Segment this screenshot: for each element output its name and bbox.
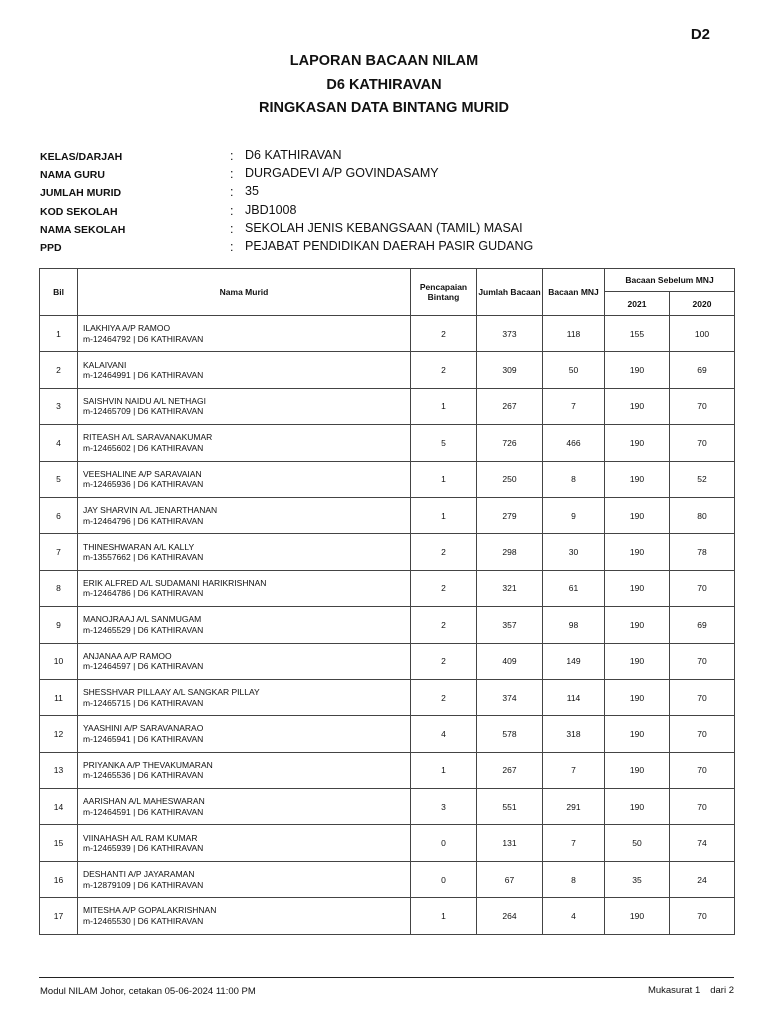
cell-year-2020: 70 bbox=[670, 679, 735, 715]
cell-bacaan-mnj: 7 bbox=[543, 388, 605, 424]
table-row bbox=[40, 461, 735, 497]
student-name: KALAIVANI bbox=[83, 359, 127, 370]
cell-year-2021: 190 bbox=[605, 643, 670, 679]
student-id-class: m-12465602 | D6 KATHIRAVAN bbox=[83, 442, 204, 453]
student-id-class: m-12465715 | D6 KATHIRAVAN bbox=[83, 697, 204, 708]
table-row bbox=[40, 679, 735, 715]
cell-jumlah-bacaan: 279 bbox=[477, 497, 543, 533]
cell-bacaan-mnj: 291 bbox=[543, 789, 605, 825]
cell-year-2020: 78 bbox=[670, 534, 735, 570]
info-value: 35 bbox=[245, 184, 259, 199]
cell-pencapaian-bintang: 0 bbox=[411, 825, 477, 861]
table-row bbox=[40, 861, 735, 897]
student-name: MITESHA A/P GOPALAKRISHNAN bbox=[83, 905, 217, 916]
cell-bil: 9 bbox=[40, 607, 78, 643]
student-id-class: m-12464796 | D6 KATHIRAVAN bbox=[83, 515, 204, 526]
info-value: JBD1008 bbox=[245, 202, 297, 217]
cell-nama-murid bbox=[78, 898, 411, 934]
cell-pencapaian-bintang: 1 bbox=[411, 497, 477, 533]
student-name: SAISHVIN NAIDU A/L NETHAGI bbox=[83, 395, 206, 406]
cell-pencapaian-bintang: 2 bbox=[411, 316, 477, 352]
header-jumlah-bacaan: Jumlah Bacaan bbox=[477, 269, 543, 316]
header-bacaan-sebelum-mnj: Bacaan Sebelum MNJ bbox=[605, 269, 735, 292]
student-id-class: m-12464591 | D6 KATHIRAVAN bbox=[83, 806, 204, 817]
cell-bacaan-mnj: 30 bbox=[543, 534, 605, 570]
cell-bil: 13 bbox=[40, 752, 78, 788]
cell-pencapaian-bintang: 2 bbox=[411, 679, 477, 715]
cell-bacaan-mnj: 61 bbox=[543, 570, 605, 606]
info-label: KELAS/DARJAH bbox=[40, 151, 123, 163]
cell-bacaan-mnj: 8 bbox=[543, 461, 605, 497]
cell-bacaan-mnj: 466 bbox=[543, 425, 605, 461]
info-row-ppd bbox=[40, 239, 730, 257]
cell-bacaan-mnj: 7 bbox=[543, 825, 605, 861]
info-label: NAMA SEKOLAH bbox=[40, 223, 126, 236]
table-row bbox=[40, 607, 735, 643]
student-name: YAASHINI A/P SARAVANARAO bbox=[83, 723, 204, 734]
cell-bil: 8 bbox=[40, 570, 78, 606]
cell-jumlah-bacaan: 321 bbox=[477, 570, 543, 606]
cell-year-2021: 35 bbox=[605, 861, 670, 897]
page-total: dari 2 bbox=[710, 985, 734, 996]
cell-year-2021: 190 bbox=[605, 898, 670, 934]
table-row bbox=[40, 789, 735, 825]
cell-year-2020: 24 bbox=[670, 861, 735, 897]
info-separator: : bbox=[230, 239, 234, 254]
cell-jumlah-bacaan: 131 bbox=[477, 825, 543, 861]
cell-bacaan-mnj: 114 bbox=[543, 679, 605, 715]
student-name: MANOJRAAJ A/L SANMUGAM bbox=[83, 614, 202, 625]
cell-year-2020: 70 bbox=[670, 388, 735, 424]
student-id-class: m-12879109 | D6 KATHIRAVAN bbox=[83, 879, 204, 890]
cell-bacaan-mnj: 318 bbox=[543, 716, 605, 752]
cell-nama-murid bbox=[78, 716, 411, 752]
info-row-jumlah-murid bbox=[40, 184, 730, 202]
student-star-table bbox=[39, 268, 735, 935]
cell-pencapaian-bintang: 2 bbox=[411, 643, 477, 679]
student-id-class: m-12464786 | D6 KATHIRAVAN bbox=[83, 588, 204, 599]
table-row bbox=[40, 352, 735, 388]
footer-pagination bbox=[648, 985, 734, 996]
cell-bil: 7 bbox=[40, 534, 78, 570]
student-name: AARISHAN A/L MAHESWARAN bbox=[83, 796, 205, 807]
cell-bil: 10 bbox=[40, 643, 78, 679]
cell-bil: 2 bbox=[40, 352, 78, 388]
cell-year-2020: 70 bbox=[670, 716, 735, 752]
info-label: PPD bbox=[40, 241, 62, 254]
cell-year-2021: 190 bbox=[605, 752, 670, 788]
info-label: KOD SEKOLAH bbox=[40, 205, 118, 218]
cell-nama-murid bbox=[78, 752, 411, 788]
cell-year-2021: 190 bbox=[605, 425, 670, 461]
student-id-class: m-12465530 | D6 KATHIRAVAN bbox=[83, 915, 204, 926]
cell-bil: 1 bbox=[40, 316, 78, 352]
cell-year-2021: 50 bbox=[605, 825, 670, 861]
table-row bbox=[40, 825, 735, 861]
cell-bil: 15 bbox=[40, 825, 78, 861]
page-number: Mukasurat 1 bbox=[647, 985, 701, 996]
cell-year-2021: 190 bbox=[605, 497, 670, 533]
cell-year-2021: 190 bbox=[605, 716, 670, 752]
cell-jumlah-bacaan: 374 bbox=[477, 679, 543, 715]
header-bacaan-mnj: Bacaan MNJ bbox=[543, 269, 605, 316]
info-label: JUMLAH MURID bbox=[40, 187, 122, 200]
table-row bbox=[40, 316, 735, 352]
student-name: ILAKHIYA A/P RAMOO bbox=[83, 323, 171, 334]
cell-year-2020: 70 bbox=[670, 643, 735, 679]
cell-nama-murid bbox=[78, 316, 411, 352]
cell-year-2020: 70 bbox=[670, 752, 735, 788]
table-row bbox=[40, 534, 735, 570]
cell-jumlah-bacaan: 409 bbox=[477, 643, 543, 679]
student-name: RITEASH A/L SARAVANAKUMAR bbox=[83, 432, 213, 443]
info-separator: : bbox=[230, 203, 234, 218]
info-separator: : bbox=[230, 149, 234, 163]
cell-bacaan-mnj: 50 bbox=[543, 352, 605, 388]
cell-bacaan-mnj: 149 bbox=[543, 643, 605, 679]
cell-nama-murid bbox=[78, 497, 411, 533]
cell-bil: 5 bbox=[40, 461, 78, 497]
info-value: PEJABAT PENDIDIKAN DAERAH PASIR GUDANG bbox=[245, 238, 534, 253]
cell-bacaan-mnj: 98 bbox=[543, 607, 605, 643]
cell-bil: 4 bbox=[40, 425, 78, 461]
cell-jumlah-bacaan: 67 bbox=[477, 861, 543, 897]
info-separator: : bbox=[230, 185, 234, 200]
cell-pencapaian-bintang: 3 bbox=[411, 789, 477, 825]
cell-jumlah-bacaan: 264 bbox=[477, 898, 543, 934]
cell-nama-murid bbox=[78, 388, 411, 424]
class-title: D6 KATHIRAVAN bbox=[326, 76, 442, 93]
cell-year-2020: 80 bbox=[670, 497, 735, 533]
cell-nama-murid bbox=[78, 789, 411, 825]
cell-nama-murid bbox=[78, 461, 411, 497]
cell-year-2020: 69 bbox=[670, 352, 735, 388]
cell-pencapaian-bintang: 2 bbox=[411, 607, 477, 643]
info-row-nama-sekolah bbox=[40, 221, 730, 239]
cell-year-2021: 190 bbox=[605, 607, 670, 643]
cell-nama-murid bbox=[78, 570, 411, 606]
cell-nama-murid bbox=[78, 825, 411, 861]
cell-pencapaian-bintang: 1 bbox=[411, 898, 477, 934]
student-name: VIINAHASH A/L RAM KUMAR bbox=[83, 832, 198, 843]
cell-jumlah-bacaan: 373 bbox=[477, 316, 543, 352]
student-id-class: m-12465709 | D6 KATHIRAVAN bbox=[83, 406, 204, 417]
student-id-class: m-12465936 | D6 KATHIRAVAN bbox=[83, 479, 204, 490]
cell-pencapaian-bintang: 5 bbox=[411, 425, 477, 461]
cell-pencapaian-bintang: 1 bbox=[411, 388, 477, 424]
info-row-kelas bbox=[40, 148, 730, 166]
footer-print-info: Modul NILAM Johor, cetakan 05-06-2024 11:00 PM bbox=[40, 986, 256, 997]
cell-year-2021: 190 bbox=[605, 534, 670, 570]
cell-jumlah-bacaan: 267 bbox=[477, 752, 543, 788]
cell-bil: 16 bbox=[40, 861, 78, 897]
cell-bacaan-mnj: 118 bbox=[543, 316, 605, 352]
student-id-class: m-12465529 | D6 KATHIRAVAN bbox=[83, 624, 204, 635]
cell-pencapaian-bintang: 4 bbox=[411, 716, 477, 752]
student-name: ERIK ALFRED A/L SUDAMANI HARIKRISHNAN bbox=[83, 577, 267, 588]
info-value: D6 KATHIRAVAN bbox=[245, 148, 342, 162]
cell-jumlah-bacaan: 726 bbox=[477, 425, 543, 461]
student-name: ANJANAA A/P RAMOO bbox=[83, 650, 172, 661]
cell-year-2020: 70 bbox=[670, 898, 735, 934]
info-separator: : bbox=[230, 167, 234, 182]
table-row bbox=[40, 716, 735, 752]
table-row bbox=[40, 425, 735, 461]
cell-year-2020: 70 bbox=[670, 789, 735, 825]
cell-nama-murid bbox=[78, 607, 411, 643]
cell-bacaan-mnj: 9 bbox=[543, 497, 605, 533]
header-pencapaian-bintang: Pencapaian Bintang bbox=[411, 269, 477, 316]
cell-bil: 14 bbox=[40, 789, 78, 825]
info-row-guru bbox=[40, 166, 730, 184]
cell-year-2021: 190 bbox=[605, 388, 670, 424]
cell-year-2020: 74 bbox=[670, 825, 735, 861]
cell-year-2021: 190 bbox=[605, 679, 670, 715]
student-id-class: m-12464991 | D6 KATHIRAVAN bbox=[83, 370, 204, 381]
cell-jumlah-bacaan: 357 bbox=[477, 607, 543, 643]
table-row bbox=[40, 752, 735, 788]
cell-nama-murid bbox=[78, 534, 411, 570]
student-id-class: m-12464792 | D6 KATHIRAVAN bbox=[83, 333, 204, 344]
cell-year-2020: 69 bbox=[670, 607, 735, 643]
report-titles bbox=[0, 50, 768, 121]
cell-jumlah-bacaan: 267 bbox=[477, 388, 543, 424]
table-row bbox=[40, 643, 735, 679]
student-name: JAY SHARVIN A/L JENARTHANAN bbox=[83, 505, 218, 516]
cell-bacaan-mnj: 7 bbox=[543, 752, 605, 788]
footer-divider bbox=[39, 977, 734, 978]
cell-pencapaian-bintang: 1 bbox=[411, 461, 477, 497]
student-name: DESHANTI A/P JAYARAMAN bbox=[83, 869, 195, 880]
student-id-class: m-12465939 | D6 KATHIRAVAN bbox=[83, 843, 204, 854]
cell-year-2020: 70 bbox=[670, 570, 735, 606]
table-body bbox=[40, 316, 735, 935]
cell-year-2020: 70 bbox=[670, 425, 735, 461]
header-year-2020: 2020 bbox=[670, 292, 735, 316]
student-id-class: m-12464597 | D6 KATHIRAVAN bbox=[83, 661, 204, 672]
student-name: THINESHWARAN A/L KALLY bbox=[83, 541, 195, 552]
page-code: D2 bbox=[690, 26, 710, 43]
cell-bil: 6 bbox=[40, 497, 78, 533]
info-value: SEKOLAH JENIS KEBANGSAAN (TAMIL) MASAI bbox=[245, 220, 523, 235]
header-bil: Bil bbox=[40, 269, 78, 316]
cell-year-2021: 190 bbox=[605, 789, 670, 825]
info-separator: : bbox=[230, 221, 234, 236]
cell-jumlah-bacaan: 551 bbox=[477, 789, 543, 825]
info-value: DURGADEVI A/P GOVINDASAMY bbox=[245, 166, 439, 181]
cell-bacaan-mnj: 4 bbox=[543, 898, 605, 934]
cell-nama-murid bbox=[78, 425, 411, 461]
cell-year-2020: 100 bbox=[670, 316, 735, 352]
cell-year-2021: 190 bbox=[605, 352, 670, 388]
info-label: NAMA GURU bbox=[40, 169, 105, 182]
cell-bacaan-mnj: 8 bbox=[543, 861, 605, 897]
info-row-kod-sekolah bbox=[40, 203, 730, 221]
cell-year-2021: 190 bbox=[605, 461, 670, 497]
cell-bil: 11 bbox=[40, 679, 78, 715]
cell-pencapaian-bintang: 2 bbox=[411, 570, 477, 606]
cell-jumlah-bacaan: 298 bbox=[477, 534, 543, 570]
report-title: LAPORAN BACAAN NILAM bbox=[289, 53, 479, 69]
header-year-2021: 2021 bbox=[605, 292, 670, 316]
cell-year-2021: 190 bbox=[605, 570, 670, 606]
cell-bil: 12 bbox=[40, 716, 78, 752]
cell-nama-murid bbox=[78, 352, 411, 388]
cell-year-2020: 52 bbox=[670, 461, 735, 497]
table-row bbox=[40, 388, 735, 424]
cell-bil: 3 bbox=[40, 388, 78, 424]
report-subtitle: RINGKASAN DATA BINTANG MURID bbox=[259, 100, 509, 116]
cell-jumlah-bacaan: 250 bbox=[477, 461, 543, 497]
cell-pencapaian-bintang: 1 bbox=[411, 752, 477, 788]
cell-pencapaian-bintang: 0 bbox=[411, 861, 477, 897]
student-name: PRIYANKA A/P THEVAKUMARAN bbox=[83, 759, 213, 770]
info-block bbox=[40, 148, 730, 257]
cell-pencapaian-bintang: 2 bbox=[411, 352, 477, 388]
student-name: SHESSHVAR PILLAAY A/L SANGKAR PILLAY bbox=[83, 687, 260, 698]
student-id-class: m-12465941 | D6 KATHIRAVAN bbox=[83, 733, 204, 744]
cell-jumlah-bacaan: 309 bbox=[477, 352, 543, 388]
cell-pencapaian-bintang: 2 bbox=[411, 534, 477, 570]
student-id-class: m-13557662 | D6 KATHIRAVAN bbox=[83, 552, 204, 563]
cell-nama-murid bbox=[78, 861, 411, 897]
student-id-class: m-12465536 | D6 KATHIRAVAN bbox=[83, 770, 204, 781]
cell-nama-murid bbox=[78, 643, 411, 679]
cell-jumlah-bacaan: 578 bbox=[477, 716, 543, 752]
table-row bbox=[40, 898, 735, 934]
table-row bbox=[40, 570, 735, 606]
cell-nama-murid bbox=[78, 679, 411, 715]
header-nama-murid: Nama Murid bbox=[78, 269, 411, 316]
cell-year-2021: 155 bbox=[605, 316, 670, 352]
table-row bbox=[40, 497, 735, 533]
student-name: VEESHALINE A/P SARAVAIAN bbox=[83, 468, 202, 479]
cell-bil: 17 bbox=[40, 898, 78, 934]
